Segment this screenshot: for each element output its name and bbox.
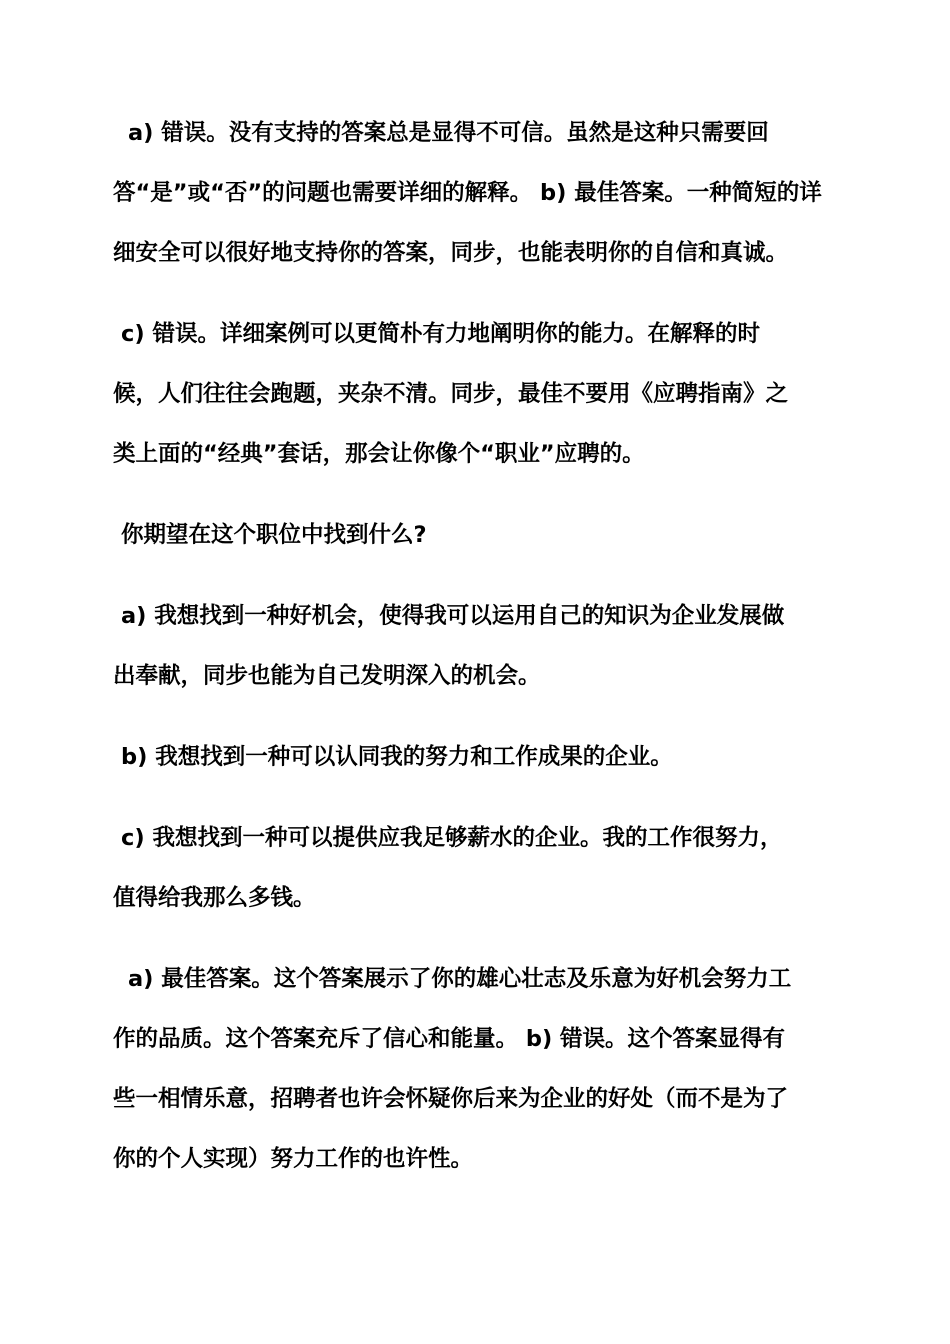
document-body — [113, 103, 843, 1210]
paragraph-answer-review-2 — [113, 304, 843, 484]
text-line: a) 错误。没有支持的答案总是显得不可信。虽然是这种只需要回 — [128, 120, 769, 146]
text-line: 些一相情乐意，招聘者也许会怀疑你后来为企业的好处（而不是为了 — [113, 1086, 789, 1112]
text-line: c) 我想找到一种可以提供应我足够薪水的企业。我的工作很努力， — [121, 825, 783, 851]
paragraph-answer-review-3 — [113, 949, 843, 1189]
text-line: 类上面的“经典”套话，那会让你像个“职业”应聘的。 — [113, 441, 645, 467]
option-a — [113, 586, 843, 706]
text-line: 答“是”或“否”的问题也需要详细的解释。 b) 最佳答案。一种简短的详 — [113, 180, 822, 206]
text-line: 你期望在这个职位中找到什么? — [121, 522, 427, 548]
paragraph-answer-review-1 — [113, 103, 843, 283]
option-b — [113, 727, 843, 787]
text-line: 值得给我那么多钱。 — [113, 885, 316, 911]
option-c — [113, 808, 843, 928]
text-line: 细安全可以很好地支持你的答案，同步，也能表明你的自信和真诚。 — [113, 240, 789, 266]
text-line: b) 我想找到一种可以认同我的努力和工作成果的企业。 — [121, 744, 673, 770]
question-heading — [113, 505, 843, 565]
text-line: 作的品质。这个答案充斥了信心和能量。 b) 错误。这个答案显得有 — [113, 1026, 786, 1052]
text-line: 出奉献，同步也能为自己发明深入的机会。 — [113, 663, 541, 689]
text-line: a) 最佳答案。这个答案展示了你的雄心壮志及乐意为好机会努力工 — [128, 966, 792, 992]
text-line: c) 错误。详细案例可以更简朴有力地阐明你的能力。在解释的时 — [121, 321, 760, 347]
text-line: 你的个人实现）努力工作的也许性。 — [113, 1146, 474, 1172]
text-line: 候，人们往往会跑题，夹杂不清。同步，最佳不要用《应聘指南》之 — [113, 381, 789, 407]
text-line: a) 我想找到一种好机会，使得我可以运用自己的知识为企业发展做 — [121, 603, 785, 629]
